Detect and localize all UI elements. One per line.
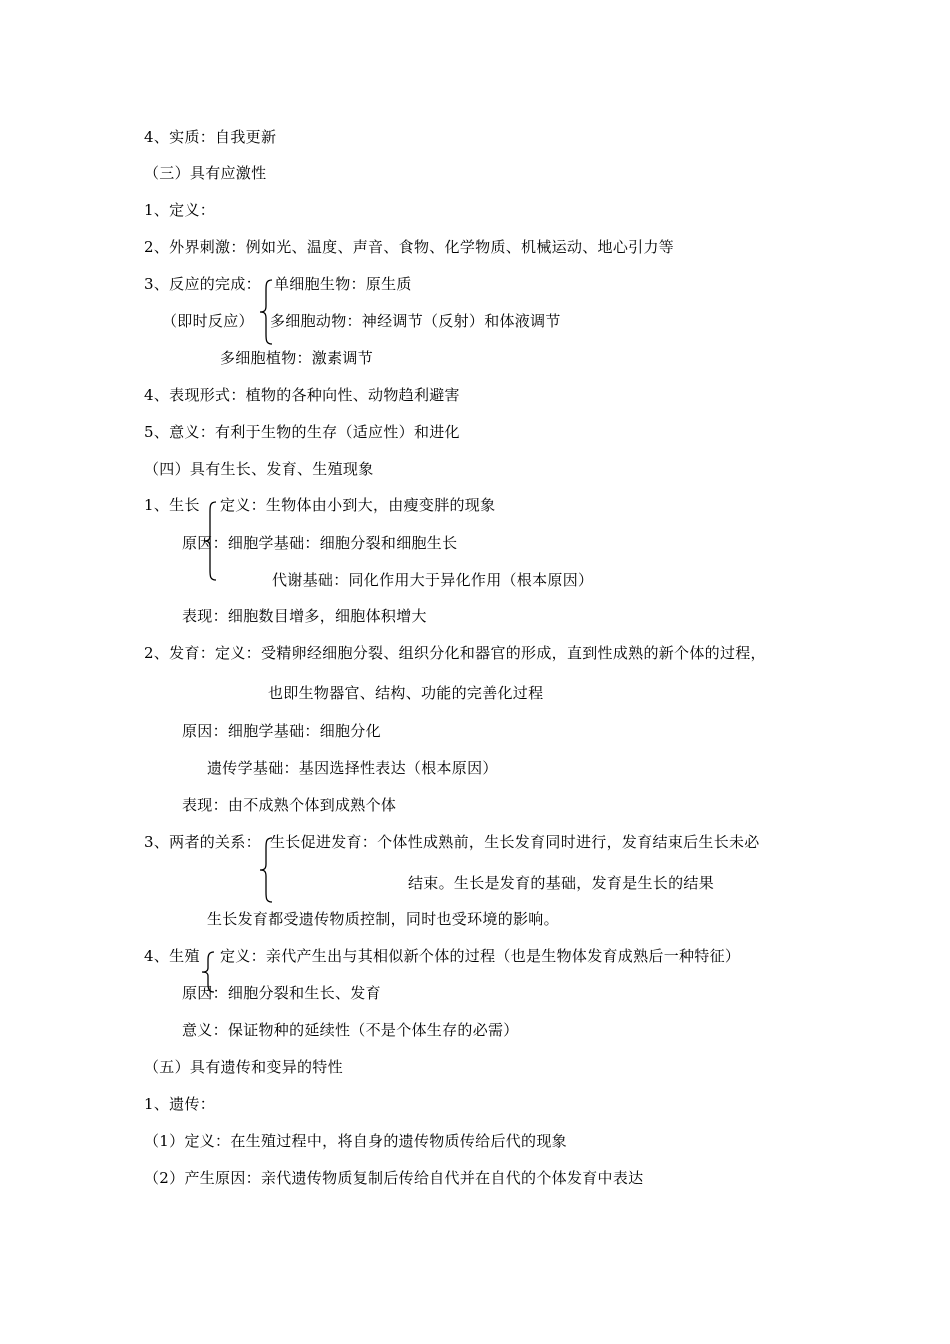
section-heading: （四）具有生长、发育、生殖现象 [144, 460, 374, 478]
text-line: 多细胞动物：神经调节（反射）和体液调节 [270, 312, 561, 330]
text-line: 也即生物器官、结构、功能的完善化过程 [268, 684, 544, 702]
text-line: 多细胞植物：激素调节 [220, 349, 374, 367]
text-line: 原因：细胞学基础：细胞分化 [182, 722, 381, 740]
text-line: 1、遗传： [144, 1095, 216, 1113]
text-line: 2、发育：定义：受精卵经细胞分裂、组织分化和器官的形成，直到性成熟的新个体的过程， [144, 644, 766, 662]
text-line: 4、生殖 [144, 947, 200, 965]
text-line: （1）定义：在生殖过程中，将自身的遗传物质传给后代的现象 [144, 1132, 567, 1150]
text-line: 单细胞生物：原生质 [274, 275, 412, 293]
text-line: 3、两者的关系： [144, 833, 261, 851]
text-line: 定义：生物体由小到大，由瘦变胖的现象 [220, 496, 496, 514]
text-line: 1、生长 [144, 496, 200, 514]
curly-brace-icon [256, 836, 276, 904]
text-line: 生长促进发育：个体性成熟前，生长发育同时进行，发育结束后生长未必 [270, 833, 760, 851]
curly-brace-icon [200, 500, 220, 582]
text-line: （2）产生原因：亲代遗传物质复制后传给自代并在自代的个体发育中表达 [144, 1169, 644, 1187]
curly-brace-icon [198, 950, 218, 994]
text-line: 4、表现形式：植物的各种向性、动物趋利避害 [144, 386, 460, 404]
text-line: 意义：保证物种的延续性（不是个体生存的必需） [182, 1021, 519, 1039]
section-heading: （三）具有应激性 [144, 164, 267, 182]
text-line: 3、反应的完成： [144, 275, 261, 293]
text-line: 4、实质：自我更新 [144, 128, 277, 146]
curly-brace-icon [256, 278, 276, 346]
text-line: 代谢基础：同化作用大于异化作用（根本原因） [272, 571, 594, 589]
text-line: 原因：细胞学基础：细胞分裂和细胞生长 [182, 534, 458, 552]
text-line: 遗传学基础：基因选择性表达（根本原因） [207, 759, 498, 777]
text-line: 5、意义：有利于生物的生存（适应性）和进化 [144, 423, 460, 441]
text-line: （即时反应） [162, 312, 254, 330]
text-line: 结束。生长是发育的基础，发育是生长的结果 [408, 874, 715, 892]
text-line: 表现：细胞数目增多，细胞体积增大 [182, 607, 427, 625]
text-line: 生长发育都受遗传物质控制，同时也受环境的影响。 [207, 910, 559, 928]
text-line: 原因：细胞分裂和生长、发育 [182, 984, 381, 1002]
text-line: 1、定义： [144, 201, 216, 219]
text-line: 定义：亲代产生出与其相似新个体的过程（也是生物体发育成熟后一种特征） [220, 947, 741, 965]
text-line: 表现：由不成熟个体到成熟个体 [182, 796, 397, 814]
section-heading: （五）具有遗传和变异的特性 [144, 1058, 343, 1076]
text-line: 2、外界刺激：例如光、温度、声音、食物、化学物质、机械运动、地心引力等 [144, 238, 675, 256]
